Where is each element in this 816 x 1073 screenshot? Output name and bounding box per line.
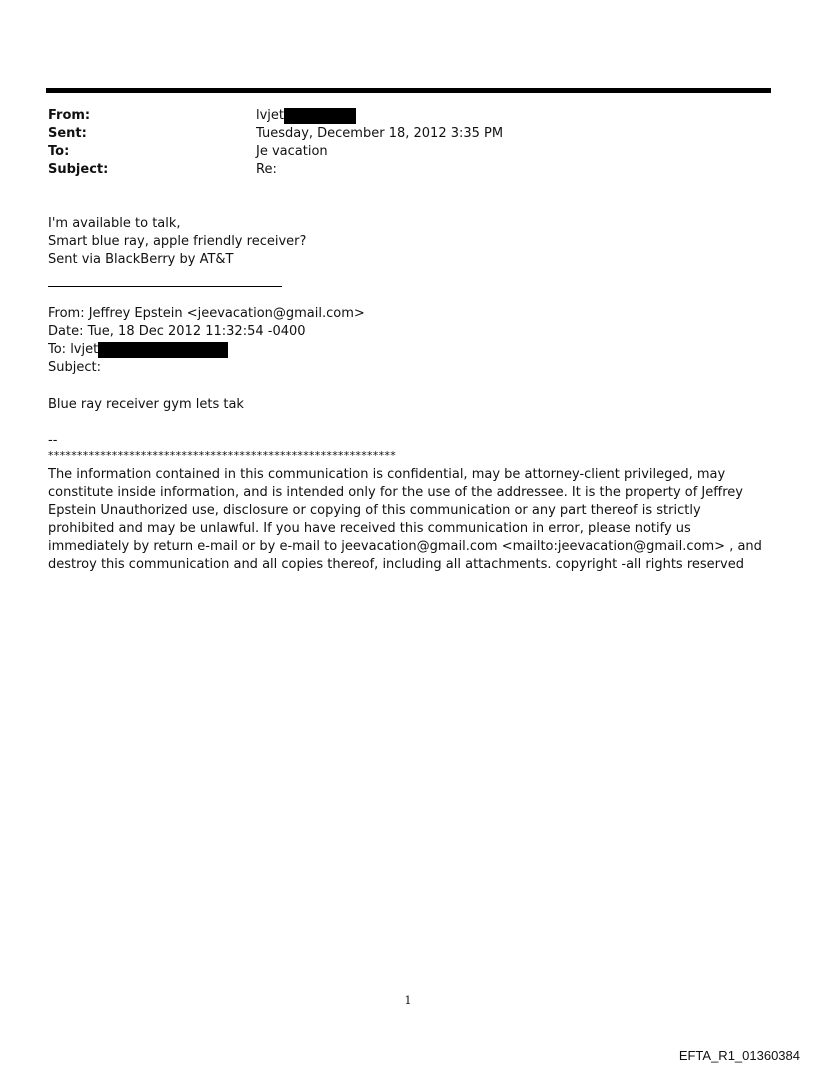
sent-label: Sent: [48,126,87,141]
signature-dashes: -- [48,433,58,448]
subject-value: Re: [256,162,277,177]
quoted-to-row [48,341,228,359]
sent-value: Tuesday, December 18, 2012 3:35 PM [256,126,504,141]
to-label: To: [48,144,70,159]
quoted-date: Date: Tue, 18 Dec 2012 11:32:54 -0400 [48,324,306,339]
reply-line-2: Smart blue ray, apple friendly receiver? [48,234,307,249]
from-sender: lvjet [256,108,285,123]
quoted-subject: Subject: [48,360,101,375]
to-value: Je vacation [256,144,328,159]
quoted-body: Blue ray receiver gym lets tak [48,397,244,412]
reply-line-1: I'm available to talk, [48,216,181,231]
reply-line-3: Sent via BlackBerry by AT&T [48,252,234,267]
quote-divider [48,286,282,287]
quoted-from: From: Jeffrey Epstein <jeevacation@gmail.com> [48,306,365,321]
page-number: 1 [404,994,412,1007]
signature-stars: ************************************************************ [48,449,396,462]
confidentiality-disclaimer: The information contained in this communication is confidential, may be attorney-client privileged, may constitute inside information, and is intended only for the use of the addressee. It is the property of Jeffrey Epstein Unauthorized use, disclosure or copying of this communication or any part thereof is strictly prohibited and may be unlawful. If you have received this communication in error, please notify us immediately by return e-mail or by e-mail to jeevacation@gmail.com <mailto:jeevacation@gmail.com> , and destroy this communication and all copies thereof, including all attachments. copyright -all rights reserved [48,467,762,572]
bates-number: EFTA_R1_01360384 [678,1048,800,1063]
subject-label: Subject: [48,162,109,177]
redaction-box [284,108,356,124]
from-value [256,107,356,125]
quoted-to: To: lvjet [48,342,99,357]
redaction-box [98,342,228,358]
from-label: From: [48,108,91,123]
header-divider [46,88,771,93]
